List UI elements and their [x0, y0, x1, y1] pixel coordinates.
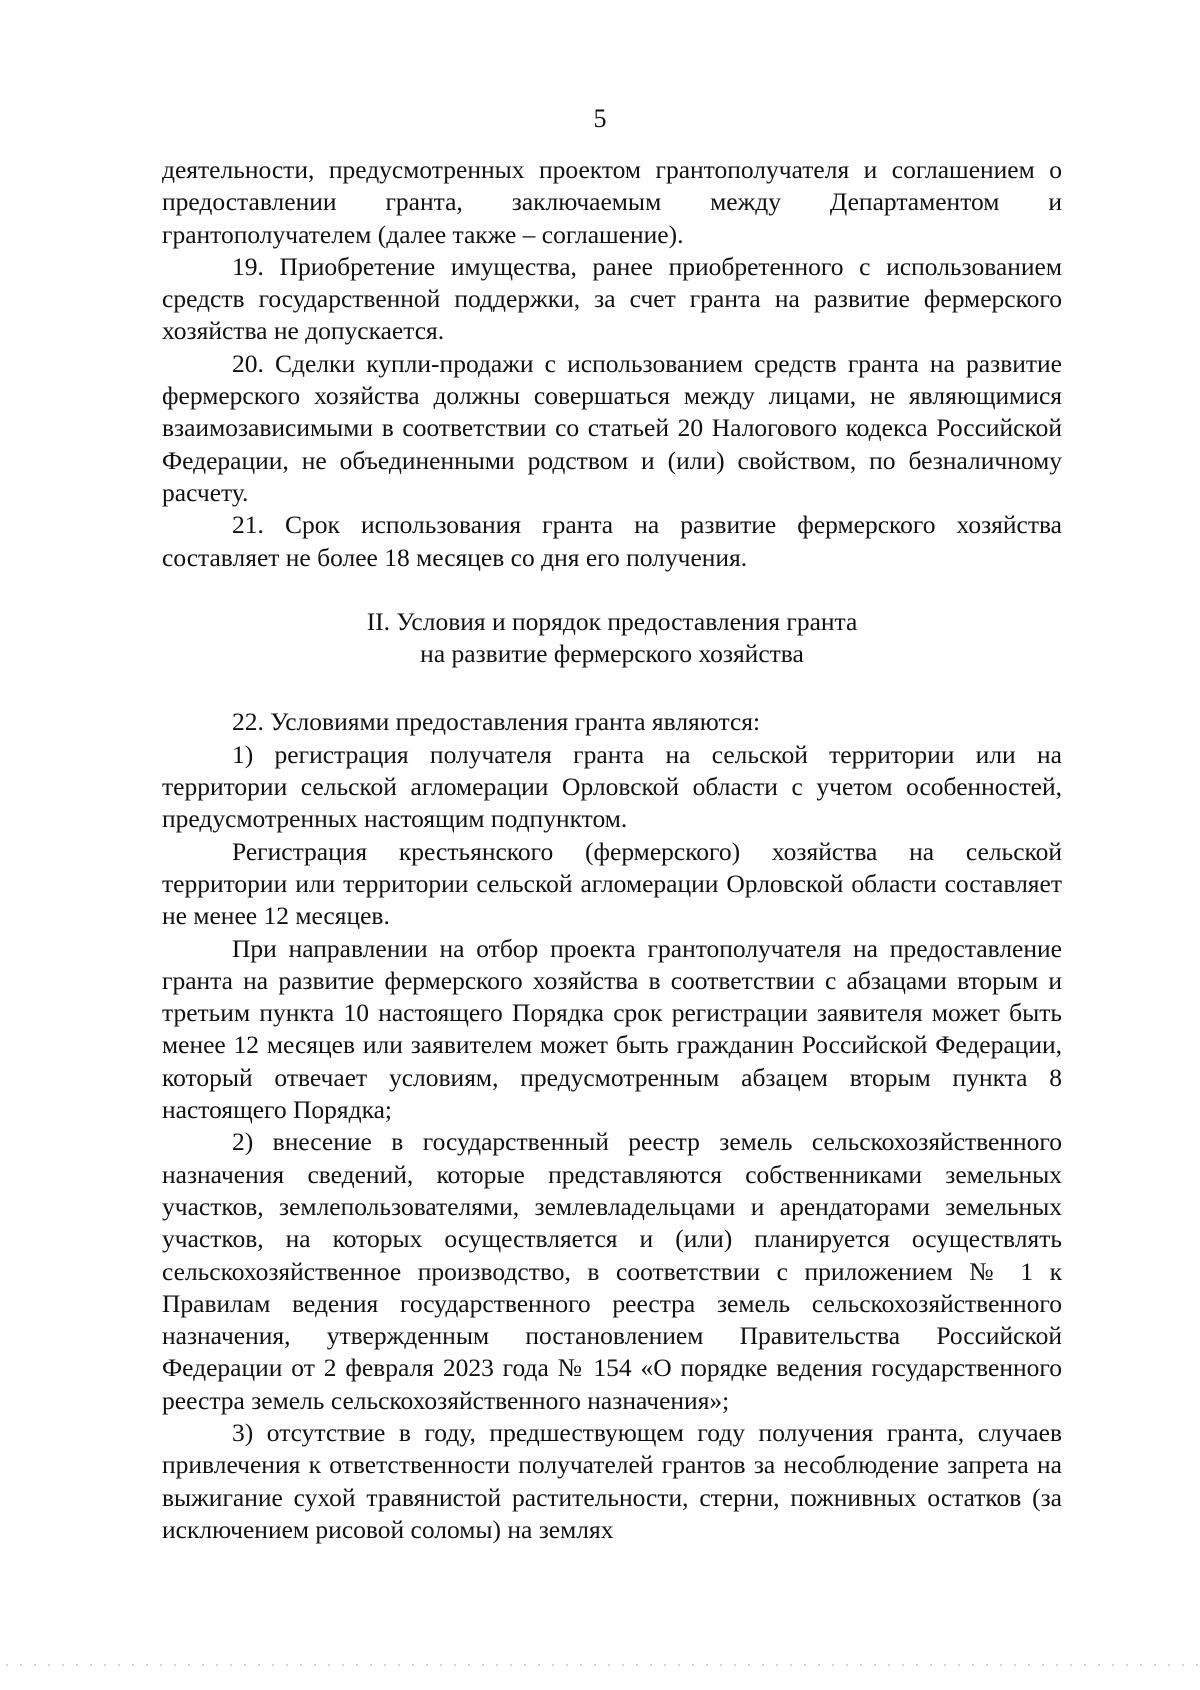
paragraph-22-item-2: 2) внесение в государственный реестр земель сельскохозяйственного назначения сведений, которые представляются собственниками земельных участков, землепользователями, землевладельцами и арендаторами земельных участков, на которых осуществляется и (или) планируется осуществлять сельскохозяйственное производство, в соответствии с приложением № 1 к Правилам ведения государственного реестра земель сельскохозяйственного назначения, утвержденным постановлением Правительства Российской Федерации от 2 февраля 2023 года № 154 «О порядке ведения государственного реестра земель сельскохозяйственного назначения»;: [162, 1127, 1062, 1415]
section-heading-line-1: II. Условия и порядок предоставления гранта: [366, 606, 858, 636]
paragraph-20: 20. Сделки купли-продажи с использованием средств гранта на развитие фермерского хозяйства должны совершаться между лицами, не являющимися взаимозависимыми в соответствии со статьей 20 Налогового кодекса Российской Федерации, не объединенными родством и (или) свойством, по безналичному расчету.: [162, 348, 1062, 507]
section-heading: [162, 606, 1062, 671]
paragraph-continuation: деятельности, предусмотренных проектом грантополучателя и соглашением о предоставлении гранта, заключаемым между Департаментом и грантополучателем (далее также – соглашение).: [162, 155, 1062, 249]
page-number: 5: [593, 104, 607, 133]
paragraph-22-item-3: 3) отсутствие в году, предшествующем году получения гранта, случаев привлечения к ответственности получателей грантов за несоблюдение запрета на выжигание сухой травянистой растительности, стерни, пожнивных остатков (за исключением рисовой соломы) на землях: [162, 1417, 1062, 1544]
document-body: [162, 154, 1062, 1546]
paragraph-21: 21. Срок использования гранта на развитие фермерского хозяйства составляет не более 18 месяцев со дня его получения.: [162, 510, 1062, 572]
scan-noise-strip: [0, 1662, 1200, 1668]
paragraph-22-item-1: 1) регистрация получателя гранта на сельской территории или на территории сельской агломерации Орловской области с учетом особенностей, предусмотренных настоящим подпунктом.: [162, 739, 1062, 834]
paragraph-22: 22. Условиями предоставления гранта являются:: [232, 707, 761, 737]
paragraph-22-exception: При направлении на отбор проекта грантополучателя на предоставление гранта на развитие фермерского хозяйства в соответствии с абзацами вторым и третьим пункта 10 настоящего Порядка срок регистрации заявителя может быть менее 12 месяцев или заявителем может быть гражданин Российской Федерации, который отвечает условиям, предусмотренным абзацем вторым пункта 8 настоящего Порядка;: [162, 933, 1062, 1125]
paragraph-19: 19. Приобретение имущества, ранее приобретенного с использованием средств государственной поддержки, за счет гранта на развитие фермерского хозяйства не допускается.: [162, 251, 1062, 346]
paragraph-22-registration: Регистрация крестьянского (фермерского) хозяйства на сельской территории или территории сельской агломерации Орловской области составляет не менее 12 месяцев.: [162, 836, 1062, 931]
section-heading-line-2: на развитие фермерского хозяйства: [420, 639, 804, 669]
